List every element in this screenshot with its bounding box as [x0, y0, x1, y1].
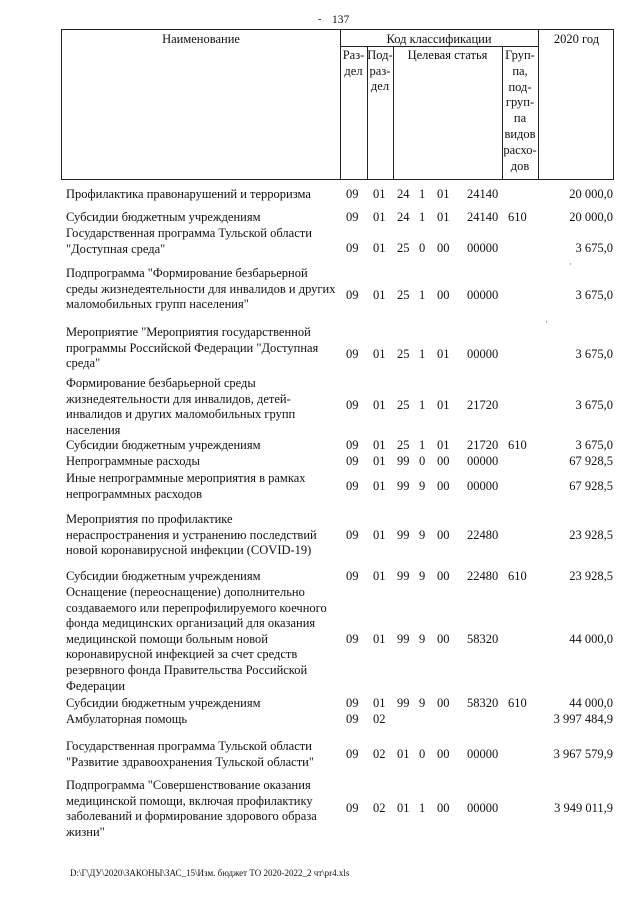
row-amount: 44 000,0: [569, 632, 613, 646]
row-name: Амбулаторная помощь: [66, 712, 188, 726]
row-amount: 67 928,5: [569, 454, 613, 468]
row-cs2: 1: [419, 438, 426, 452]
row-cs4: 00000: [467, 479, 499, 493]
row-cs1: 01: [397, 747, 410, 761]
row-cs4: 24140: [467, 210, 499, 224]
row-razdel: 09: [346, 241, 359, 255]
row-podrazdel: 01: [373, 288, 386, 302]
row-name: Иные непрограммные мероприятия в рамках непрограммных расходов: [66, 471, 306, 501]
row-razdel: 09: [346, 632, 359, 646]
row-cs1: 99: [397, 569, 410, 583]
row-cs2: 9: [419, 528, 426, 542]
row-podrazdel: 01: [373, 479, 386, 493]
row-name: Непрограммные расходы: [66, 454, 200, 468]
row-cs1: 01: [397, 801, 410, 815]
row-name: Оснащение (переоснащение) дополнительно создаваемого или перепрофилируемого коечного фонда медицинских организаций для оказания медицинской помощи больным новой коронавирусной инфекцией за счет средств резервного фонда Правительства Российской Федерации: [66, 585, 327, 693]
row-razdel: 09: [346, 398, 359, 412]
row-cs2: 1: [419, 398, 426, 412]
row-name: Мероприятия по профилактике нераспространения и устранению последствий новой коронавирусной инфекции (COVID-19): [66, 512, 317, 558]
header-name: Наименование: [162, 32, 240, 46]
row-amount: 20 000,0: [569, 187, 613, 201]
row-cs2: 0: [419, 454, 426, 468]
row-amount: 23 928,5: [569, 528, 613, 542]
row-cs1: 99: [397, 696, 410, 710]
row-podrazdel: 01: [373, 398, 386, 412]
row-name: Государственная программа Тульской области "Доступная среда": [66, 226, 312, 256]
row-amount: 44 000,0: [569, 696, 613, 710]
header-razdel: Раз- дел: [342, 48, 365, 78]
row-podrazdel: 01: [373, 241, 386, 255]
row-podrazdel: 02: [373, 801, 386, 815]
row-cs4: 21720: [467, 398, 499, 412]
row-cs4: 22480: [467, 528, 499, 542]
row-podrazdel: 02: [373, 747, 386, 761]
row-group: 610: [508, 210, 527, 224]
row-name: Субсидии бюджетным учреждениям: [66, 696, 261, 710]
row-razdel: 09: [346, 210, 359, 224]
row-cs1: 99: [397, 479, 410, 493]
footer-file-path: D:\Г\ДУ\2020\ЗАКОНЫ\ЗАС_15\Изм. бюджет ТО 2020-2022_2 чт\pr4.xls: [70, 868, 350, 878]
row-razdel: 09: [346, 187, 359, 201]
row-cs3: 01: [437, 398, 450, 412]
row-razdel: 09: [346, 696, 359, 710]
row-cs1: 24: [397, 187, 410, 201]
row-podrazdel: 01: [373, 454, 386, 468]
row-cs1: 99: [397, 632, 410, 646]
row-cs3: 00: [437, 241, 450, 255]
row-razdel: 09: [346, 569, 359, 583]
row-cs2: 1: [419, 187, 426, 201]
row-cs1: 25: [397, 347, 410, 361]
row-amount: 3 675,0: [575, 241, 613, 255]
row-name: Мероприятие "Мероприятия государственной программы Российской Федерации "Доступная среда": [66, 325, 319, 371]
row-podrazdel: 01: [373, 528, 386, 542]
row-amount: 3 675,0: [575, 288, 613, 302]
row-cs3: 00: [437, 632, 450, 646]
row-amount: 3 675,0: [575, 347, 613, 361]
row-cs2: 1: [419, 347, 426, 361]
row-amount: 3 949 011,9: [554, 801, 613, 815]
stray-mark: ·: [545, 317, 548, 327]
row-cs4: 00000: [467, 747, 499, 761]
row-cs3: 01: [437, 438, 450, 452]
row-razdel: 09: [346, 438, 359, 452]
row-razdel: 09: [346, 288, 359, 302]
row-cs2: 0: [419, 747, 426, 761]
row-name: Субсидии бюджетным учреждениям: [66, 438, 261, 452]
row-group: 610: [508, 438, 527, 452]
row-cs1: 25: [397, 398, 410, 412]
row-cs1: 25: [397, 288, 410, 302]
row-razdel: 09: [346, 747, 359, 761]
row-cs2: 1: [419, 801, 426, 815]
row-cs3: 00: [437, 569, 450, 583]
row-podrazdel: 01: [373, 569, 386, 583]
row-razdel: 09: [346, 801, 359, 815]
row-cs1: 99: [397, 454, 410, 468]
row-podrazdel: 01: [373, 696, 386, 710]
row-name: Субсидии бюджетным учреждениям: [66, 210, 261, 224]
row-razdel: 09: [346, 712, 359, 726]
row-name: Подпрограмма "Совершенствование оказания медицинской помощи, включая профилактику заболеваний и формирование здорового образа жизни": [66, 778, 317, 839]
row-cs4: 00000: [467, 347, 499, 361]
row-podrazdel: 01: [373, 187, 386, 201]
row-cs3: 00: [437, 479, 450, 493]
row-cs3: 01: [437, 187, 450, 201]
row-cs2: 9: [419, 569, 426, 583]
row-cs4: 22480: [467, 569, 499, 583]
row-cs2: 1: [419, 210, 426, 224]
row-name: Формирование безбарьерной среды жизнедеятельности для инвалидов, детей-инвалидов и других маломобильных групп населения: [66, 376, 296, 437]
row-cs3: 01: [437, 347, 450, 361]
row-cs2: 9: [419, 632, 426, 646]
row-cs3: 00: [437, 528, 450, 542]
row-amount: 20 000,0: [569, 210, 613, 224]
header-group: Груп- па, под- груп- па видов расхо- дов: [503, 48, 537, 173]
row-cs3: 00: [437, 801, 450, 815]
row-podrazdel: 01: [373, 632, 386, 646]
row-cs4: 24140: [467, 187, 499, 201]
header-code: Код классификации: [386, 32, 492, 46]
row-amount: 3 967 579,9: [553, 747, 613, 761]
row-amount: 3 675,0: [575, 438, 613, 452]
row-amount: 3 675,0: [575, 398, 613, 412]
stray-mark: ·: [569, 259, 572, 269]
row-group: 610: [508, 569, 527, 583]
row-amount: 3 997 484,9: [553, 712, 613, 726]
row-cs2: 9: [419, 696, 426, 710]
row-razdel: 09: [346, 479, 359, 493]
row-amount: 23 928,5: [569, 569, 613, 583]
row-name: Субсидии бюджетным учреждениям: [66, 569, 261, 583]
row-cs3: 00: [437, 696, 450, 710]
page-number-mark: -: [318, 14, 322, 25]
row-razdel: 09: [346, 347, 359, 361]
row-cs3: 01: [437, 210, 450, 224]
row-cs1: 25: [397, 241, 410, 255]
header-year: 2020 год: [553, 32, 600, 46]
header-podrazdel: Под- раз- дел: [367, 48, 393, 93]
row-cs4: 00000: [467, 801, 499, 815]
row-razdel: 09: [346, 454, 359, 468]
row-cs1: 25: [397, 438, 410, 452]
row-podrazdel: 01: [373, 347, 386, 361]
page-number: 137: [332, 14, 350, 26]
row-name: Профилактика правонарушений и терроризма: [66, 187, 311, 201]
row-cs3: 00: [437, 747, 450, 761]
row-cs2: 1: [419, 288, 426, 302]
row-name: Государственная программа Тульской области "Развитие здравоохранения Тульской области": [66, 739, 314, 769]
row-name: Подпрограмма "Формирование безбарьерной среды жизнедеятельности для инвалидов и других маломобильных групп населения": [66, 266, 336, 312]
row-cs1: 24: [397, 210, 410, 224]
row-cs4: 21720: [467, 438, 499, 452]
row-cs2: 0: [419, 241, 426, 255]
row-cs4: 00000: [467, 241, 499, 255]
row-amount: 67 928,5: [569, 479, 613, 493]
row-cs4: 58320: [467, 696, 499, 710]
row-cs4: 00000: [467, 288, 499, 302]
row-cs3: 00: [437, 288, 450, 302]
row-cs1: 99: [397, 528, 410, 542]
row-podrazdel: 02: [373, 712, 386, 726]
table-header: [61, 29, 614, 180]
row-podrazdel: 01: [373, 210, 386, 224]
row-podrazdel: 01: [373, 438, 386, 452]
row-cs2: 9: [419, 479, 426, 493]
row-cs3: 00: [437, 454, 450, 468]
header-target-article: Целевая статья: [407, 48, 488, 62]
row-cs4: 00000: [467, 454, 499, 468]
row-cs4: 58320: [467, 632, 499, 646]
row-razdel: 09: [346, 528, 359, 542]
row-group: 610: [508, 696, 527, 710]
